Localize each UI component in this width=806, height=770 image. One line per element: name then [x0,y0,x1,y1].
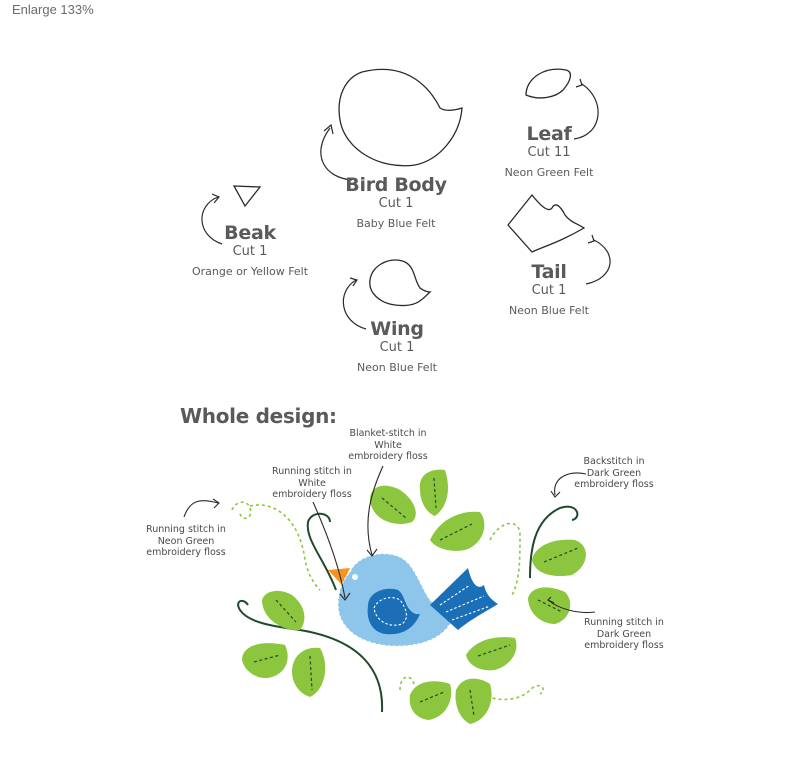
leaf-6 [292,648,325,697]
annotation-blanket-stitch: Blanket-stitch in White embroidery floss [348,428,428,462]
bird-body-cut: Cut 1 [378,196,414,211]
wing-cut: Cut 1 [379,340,415,355]
bird-body-label-group [340,174,452,230]
leaf-5 [242,643,288,678]
beak-name: Beak [224,222,276,244]
leaf-11 [456,679,492,724]
leaf-9 [466,637,516,670]
annotation-running-neon-green: Running stitch in Neon Green embroidery floss [146,524,226,558]
leaf-1 [370,486,416,524]
annotation-running-dark-green: Running stitch in Dark Green embroidery floss [584,617,664,651]
bird-body-name: Bird Body [345,174,447,196]
bird-body-felt: Baby Blue Felt [356,217,436,230]
leaf-cut: Cut 11 [527,145,571,160]
wing-label-group [342,318,452,374]
tail-felt: Neon Blue Felt [509,304,589,317]
tail-label-group [494,261,604,317]
bird-eye [352,574,358,580]
annotation-running-white: Running stitch in White embroidery floss [272,466,352,500]
vine-left-upper [308,514,336,590]
leaf-2 [420,470,448,516]
tail-name: Tail [531,261,567,283]
leaf-outline [526,69,570,98]
annotation-backstitch-dark-green: Backstitch in Dark Green embroidery floss [574,456,654,490]
leaf-name: Leaf [526,123,572,145]
beak-label-group [188,222,312,278]
tail-cut: Cut 1 [531,283,567,298]
wing-felt: Neon Blue Felt [357,361,437,374]
whole-design-heading: Whole design: [180,404,337,428]
leaf-7 [532,540,586,576]
leaf-felt: Neon Green Felt [504,166,594,179]
leaf-label-group [494,123,604,179]
wing-name: Wing [370,318,424,340]
bird-body-outline [339,69,462,165]
beak-cut: Cut 1 [232,244,268,259]
leaf-10 [410,681,452,720]
beak-outline [234,186,260,206]
wing-outline [370,260,430,306]
enlarge-note: Enlarge 133% [12,2,94,17]
beak-felt: Orange or Yellow Felt [191,265,309,278]
tail-outline [508,195,584,252]
